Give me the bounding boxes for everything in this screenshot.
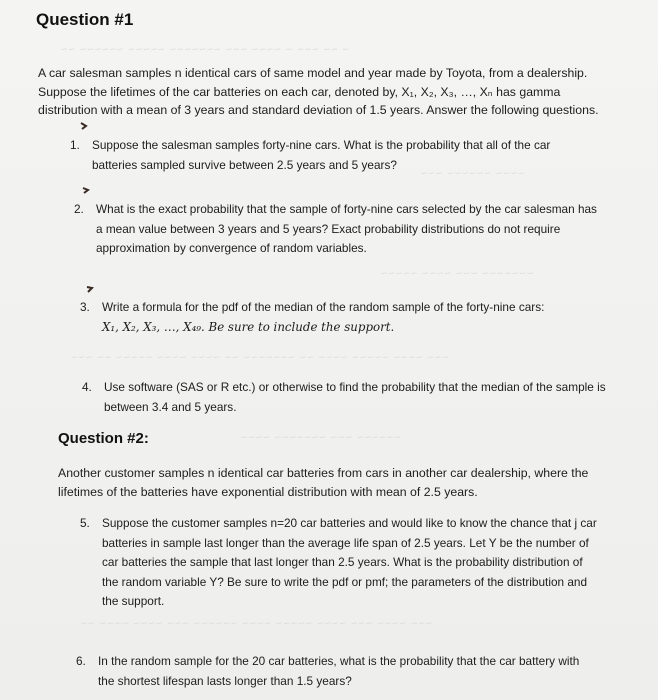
intro-line: A car salesman samples n identical cars of same model and year made by Toyota, from a dealership. bbox=[38, 66, 588, 80]
item-number: 4. bbox=[82, 380, 92, 394]
item-line: the support. bbox=[102, 594, 165, 608]
item-line: Write a formula for the pdf of the median of the random sample of the forty-nine cars: bbox=[102, 300, 545, 314]
item-text bbox=[92, 136, 550, 175]
intro-line: lifetimes of the batteries have exponential distribution with mean of 2.5 years. bbox=[58, 484, 478, 499]
intro-line: Suppose the lifetimes of the car batteries on each car, denoted by, X₁, X₂, X₃, …, Xₙ has gamma bbox=[38, 84, 561, 99]
item-line: the shortest lifespan lasts longer than 1.5 years? bbox=[98, 673, 352, 688]
intro-line: distribution with a mean of 3 years and standard deviation of 1.5 years. Answer the following questions. bbox=[38, 103, 599, 118]
item-line: batteries sampled survive between 2.5 years and 5 years? bbox=[92, 157, 397, 172]
item-line: a mean value between 3 years and 5 years? Exact probability distributions do not require bbox=[96, 221, 561, 236]
item-line: approximation by convergence of random variables. bbox=[96, 241, 367, 255]
bleed-through-text: ~~~ ~~~~ ~~~ ~~~~ ~~~~~ ~~~~ ~~~~~~ ~~~ ~~~~ ~~~~ ~~ bbox=[80, 618, 433, 630]
intro-line: Another customer samples n identical car batteries from cars in another car dealership, where the bbox=[58, 466, 589, 480]
pen-mark-icon bbox=[86, 285, 94, 293]
question-2-title: Question #2: bbox=[58, 430, 149, 447]
item-number: 5. bbox=[80, 516, 90, 530]
item-text bbox=[96, 200, 597, 259]
bleed-through-text: ~ ~~ ~~~ ~ ~~~~ ~~~ ~~~~~~~ ~~~~~ ~~~~~~ ~~ bbox=[60, 44, 349, 56]
item-number: 2. bbox=[74, 202, 84, 216]
question-2-intro bbox=[58, 464, 648, 501]
item-line: between 3.4 and 5 years. bbox=[104, 399, 237, 414]
item-line: car batteries the sample that last longer than 2.5 years. What is the probability distribution of bbox=[102, 555, 583, 569]
item-line: X₁, X₂, X₃, …, X₄₉. Be sure to include the support. bbox=[102, 319, 395, 334]
item-text bbox=[104, 378, 606, 417]
question-item-5 bbox=[80, 514, 646, 614]
bleed-through-text: ~~~~ ~~~~~~ ~~~ bbox=[420, 168, 525, 180]
question-item-2 bbox=[74, 200, 640, 260]
item-line: In the random sample for the 20 car batteries, what is the probability that the car battery with bbox=[98, 654, 580, 668]
question-1-title: Question #1 bbox=[36, 10, 134, 29]
item-number: 1. bbox=[70, 138, 80, 152]
pen-mark-icon bbox=[80, 122, 88, 130]
item-line: Use software (SAS or R etc.) or otherwise to find the probability that the median of the sample is bbox=[104, 380, 606, 394]
item-number: 6. bbox=[76, 654, 86, 668]
question-item-3 bbox=[80, 298, 640, 338]
item-text bbox=[102, 514, 597, 612]
pen-mark-icon bbox=[82, 186, 90, 194]
item-text bbox=[102, 298, 544, 337]
item-line: Suppose the salesman samples forty-nine cars. What is the probability that all of the car bbox=[92, 138, 551, 152]
bleed-through-text: ~~~~~~ ~~~ ~~~~~~~ ~~~~ bbox=[240, 432, 401, 444]
item-line: Suppose the customer samples n=20 car batteries and would like to know the chance that j car bbox=[102, 516, 597, 530]
item-line: What is the exact probability that the sample of forty-nine cars selected by the car salesman has bbox=[96, 202, 597, 216]
item-line: batteries in sample last longer than the average life span of 2.5 years. Let Y be the number of bbox=[102, 535, 589, 550]
item-line: the random variable Y? Be sure to write the pdf or pmf; the parameters of the distribution and bbox=[102, 574, 588, 589]
item-text bbox=[98, 652, 579, 691]
question-1-intro bbox=[38, 64, 648, 120]
bleed-through-text: ~~~ ~~~~ ~~~~~ ~~~~ ~~ ~~~~~~~ ~~ ~~~~ ~~~~ ~~~~~ ~~ ~~~ bbox=[70, 352, 449, 364]
question-item-6 bbox=[76, 652, 646, 692]
question-item-1 bbox=[70, 136, 630, 176]
question-item-4 bbox=[82, 378, 648, 418]
item-number: 3. bbox=[80, 300, 90, 314]
bleed-through-text: ~~~~~~~ ~~~ ~~~~ ~~~~~ bbox=[380, 268, 534, 280]
